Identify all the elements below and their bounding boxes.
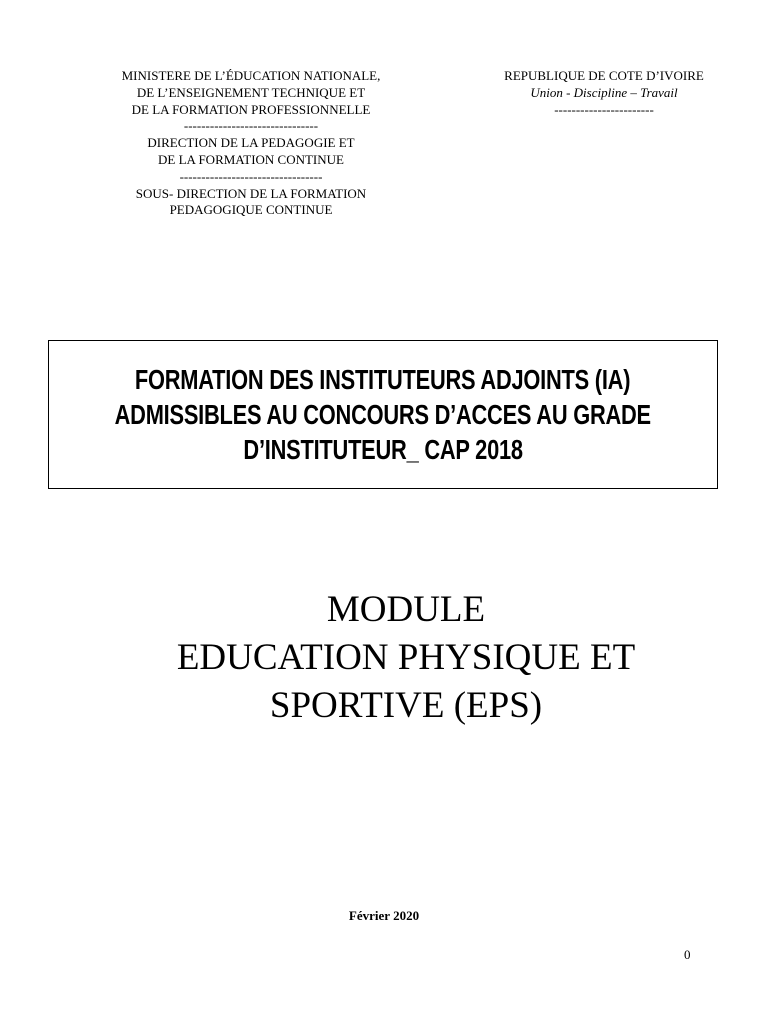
country-name: REPUBLIQUE DE COTE D’IVOIRE	[504, 68, 704, 83]
title-line: FORMATION DES INSTITUTEURS ADJOINTS (IA)	[135, 364, 631, 395]
separator-line: ---------------------------------	[179, 168, 323, 184]
direction-line: DIRECTION DE LA PEDAGOGIE ET	[147, 135, 355, 151]
page-number: 0	[684, 947, 691, 962]
ministry-header	[70, 68, 432, 219]
module-title-line: EDUCATION PHYSIQUE ET	[176, 637, 636, 678]
module-title-line: MODULE	[326, 589, 486, 630]
title-line: D’INSTITUTEUR_ CAP 2018	[243, 434, 523, 465]
national-motto: Union - Discipline – Travail	[530, 84, 678, 100]
ministry-line: DE L’ENSEIGNEMENT TECHNIQUE ET	[136, 84, 366, 100]
direction-line: DE LA FORMATION CONTINUE	[158, 151, 344, 167]
subdirection-line: PEDAGOGIQUE CONTINUE	[169, 202, 333, 218]
ministry-line: MINISTERE DE L’ÉDUCATION NATIONALE,	[121, 68, 381, 83]
training-title-box	[48, 340, 718, 489]
republic-header	[470, 68, 738, 118]
separator-line: -------------------------------	[183, 118, 319, 134]
separator-line: -----------------------	[554, 101, 654, 117]
module-title-line: SPORTIVE (EPS)	[269, 685, 543, 726]
subdirection-line: SOUS- DIRECTION DE LA FORMATION	[135, 185, 367, 201]
document-date: Février 2020	[348, 908, 420, 923]
ministry-line: DE LA FORMATION PROFESSIONNELLE	[131, 101, 371, 117]
module-title	[0, 586, 768, 730]
title-line: ADMISSIBLES AU CONCOURS D’ACCES AU GRADE	[114, 399, 652, 430]
